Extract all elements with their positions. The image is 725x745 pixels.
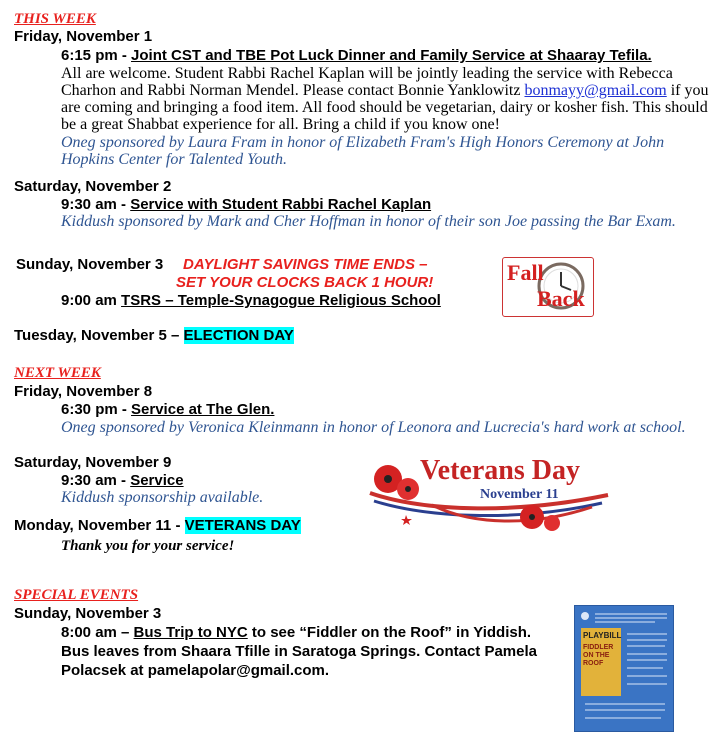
saturday-nov2-kiddush: Kiddush sponsored by Mark and Cher Hoffman in honor of their son Joe passing the Bar Exam.	[61, 213, 676, 230]
friday-nov8-label: Friday, November 8	[14, 383, 153, 400]
event-title: Service	[130, 472, 184, 489]
description-text: All are welcome. Student Rabbi Rachel Kaplan will be jointly leading the service with Rebecca Charhon and Rabbi Norman Mendel. Please contact Bonnie Yanklowitz	[61, 65, 673, 99]
event-title: Service at The Glen.	[131, 401, 275, 418]
saturday-nov9-event	[61, 472, 184, 489]
friday-nov1-description	[61, 65, 709, 133]
event-title: TSRS – Temple-Synagogue Religious School	[121, 292, 441, 309]
election-day-highlight: ELECTION DAY	[183, 327, 294, 344]
tuesday-text: Tuesday, November 5 –	[14, 327, 184, 344]
fall-word: Fall	[507, 260, 544, 285]
veterans-day-graphic	[362, 445, 614, 533]
saturday-nov2-label: Saturday, November 2	[14, 178, 172, 195]
veterans-day-title: Veterans Day	[420, 455, 580, 486]
saturday-nov2-event	[61, 196, 431, 213]
tuesday-nov5-label	[14, 327, 294, 344]
this-week-heading: THIS WEEK	[14, 11, 96, 27]
saturday-nov9-kiddush: Kiddush sponsorship available.	[61, 489, 264, 506]
event-time: 9:30 am -	[61, 472, 131, 489]
veterans-day-date: November 11	[480, 487, 559, 502]
back-word: Back	[537, 286, 585, 311]
fall-back-graphic	[502, 257, 594, 317]
veterans-day-highlight: VETERANS DAY	[184, 517, 301, 534]
poster-fiddler-label: FIDDLER ON THE ROOF	[583, 644, 614, 667]
sunday-nov3-event	[61, 292, 441, 309]
next-week-heading: NEXT WEEK	[14, 365, 101, 381]
friday-nov8-oneg: Oneg sponsored by Veronica Kleinmann in honor of Leonora and Lucrecia's hard work at school.	[61, 419, 686, 436]
monday-text: Monday, November 11 -	[14, 517, 185, 534]
sunday-nov3-special-label: Sunday, November 3	[14, 605, 162, 622]
friday-nov8-event	[61, 401, 274, 418]
event-time: 9:30 am -	[61, 196, 131, 213]
sunday-nov3-label: Sunday, November 3	[16, 256, 164, 273]
poster-text-lines-icon	[575, 606, 673, 731]
description-text-2: if you are coming and bringing a food item. All food should be vegetarian, dairy or kosher fish. This should be a great Shabbat experience for all. Bring a child if you know one!	[61, 82, 709, 133]
event-time: 6:15 pm -	[61, 47, 132, 64]
event-time: 8:00 am –	[61, 624, 134, 641]
friday-nov1-label: Friday, November 1	[14, 28, 153, 45]
poster-playbill-label: PLAYBILL	[583, 631, 622, 640]
bus-trip-event	[61, 623, 561, 680]
dst-notice-line1: DAYLIGHT SAVINGS TIME ENDS –	[183, 256, 428, 273]
friday-nov1-event	[61, 47, 652, 64]
saturday-nov9-label: Saturday, November 9	[14, 454, 172, 471]
dst-notice-line2: SET YOUR CLOCKS BACK 1 HOUR!	[176, 274, 434, 291]
event-title: Bus Trip to NYC	[133, 624, 248, 641]
event-time: 6:30 pm -	[61, 401, 132, 418]
event-title: Joint CST and TBE Pot Luck Dinner and Family Service at Shaaray Tefila.	[131, 47, 652, 64]
friday-nov1-oneg: Oneg sponsored by Laura Fram in honor of Elizabeth Fram's High Honors Ceremony at John Hopkins Center for Talented Youth.	[61, 134, 665, 168]
special-events-heading: SPECIAL EVENTS	[14, 587, 139, 603]
thank-you-text: Thank you for your service!	[61, 538, 235, 554]
event-description: to see “Fiddler on the Roof” in Yiddish. Bus leaves from Shaara Tfille in Saratoga Springs. Contact Pamela Polacsek at pamelapolar@gmail.com.	[61, 624, 537, 679]
event-time: 9:00 am	[61, 292, 122, 309]
event-title: Service with Student Rabbi Rachel Kaplan	[130, 196, 432, 213]
email-link-bonnie[interactable]: bonmayy@gmail.com	[524, 82, 667, 99]
fiddler-poster	[574, 605, 674, 732]
monday-nov11-label	[14, 517, 301, 534]
